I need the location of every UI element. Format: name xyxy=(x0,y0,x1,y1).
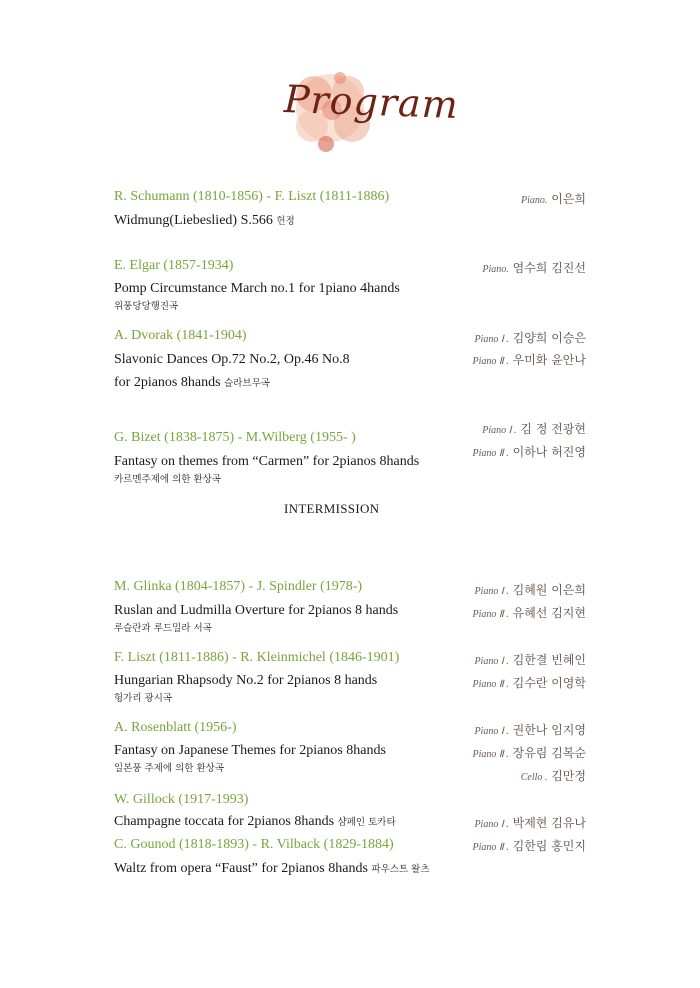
composer-line: R. Schumann (1810-1856) - F. Liszt (1811-1886) xyxy=(114,189,390,204)
performer-line: Piano Ⅱ . 김수란 이영학 xyxy=(472,676,586,690)
performer-line: Piano Ⅰ . 권한나 임지영 xyxy=(474,723,586,737)
composer-line: C. Gounod (1818-1893) - R. Vilback (1829-1884) xyxy=(114,837,394,852)
work-subtitle: 루슬란과 루드밀라 서곡 xyxy=(114,623,212,634)
work-title: Pomp Circumstance March no.1 for 1piano 4hands xyxy=(114,281,400,296)
performer-line: Piano. 이은희 xyxy=(521,192,586,206)
work-title: Champagne toccata for 2pianos 8hands 샴페인 토카타 xyxy=(114,814,396,829)
composer-line: W. Gillock (1917-1993) xyxy=(114,792,249,807)
composer-line: G. Bizet (1838-1875) - M.Wilberg (1955- ) xyxy=(114,430,356,445)
performer-line: Piano Ⅱ . 김한림 홍민지 xyxy=(472,839,586,853)
performer-line: Piano. 염수희 김진선 xyxy=(482,261,586,275)
composer-line: A. Rosenblatt (1956-) xyxy=(114,720,237,735)
work-title: Widmung(Liebeslied) S.566 헌정 xyxy=(114,213,295,228)
program-title: Program xyxy=(283,76,460,128)
composer-line: E. Elgar (1857-1934) xyxy=(114,258,234,273)
work-subtitle: 카르멘주제에 의한 환상곡 xyxy=(114,474,221,485)
composer-line: F. Liszt (1811-1886) - R. Kleinmichel (1846-1901) xyxy=(114,650,400,665)
work-title: Ruslan and Ludmilla Overture for 2pianos 8 hands xyxy=(114,603,399,618)
intermission-label: INTERMISSION xyxy=(284,501,380,516)
performer-line: Piano Ⅱ . 우미화 윤안나 xyxy=(472,353,586,367)
work-title-cont: for 2pianos 8hands 슬라브무곡 xyxy=(114,375,270,390)
work-title: Fantasy on Japanese Themes for 2pianos 8hands xyxy=(114,743,386,758)
performer-line: Cello . 김만정 xyxy=(520,769,586,783)
work-title: Waltz from opera “Faust” for 2pianos 8hands 파우스트 왈츠 xyxy=(114,861,430,876)
work-title: Fantasy on themes from “Carmen” for 2pianos 8hands xyxy=(114,454,420,469)
performer-line: Piano Ⅰ . 김 정 전광현 xyxy=(482,422,586,436)
performer-line: Piano Ⅰ . 김한결 빈혜인 xyxy=(474,653,586,667)
performer-line: Piano Ⅱ . 장유림 김복순 xyxy=(472,746,586,760)
work-title: Hungarian Rhapsody No.2 for 2pianos 8 hands xyxy=(114,673,378,688)
composer-line: A. Dvorak (1841-1904) xyxy=(114,328,247,343)
work-subtitle: 위풍당당행진곡 xyxy=(114,301,179,312)
performer-line: Piano Ⅰ . 김양희 이승은 xyxy=(474,331,586,345)
composer-line: M. Glinka (1804-1857) - J. Spindler (1978-) xyxy=(114,579,363,594)
performer-line: Piano Ⅱ . 유혜선 김지현 xyxy=(472,606,586,620)
work-subtitle: 헝가리 광시곡 xyxy=(114,693,173,704)
work-title: Slavonic Dances Op.72 No.2, Op.46 No.8 xyxy=(114,352,350,367)
performer-line: Piano Ⅱ . 이하나 허진영 xyxy=(472,445,586,459)
performer-line: Piano Ⅰ . 김혜원 이은희 xyxy=(474,583,586,597)
performer-line: Piano Ⅰ . 박제현 김유나 xyxy=(474,816,586,830)
work-subtitle: 일본풍 주제에 의한 환상곡 xyxy=(114,763,225,774)
